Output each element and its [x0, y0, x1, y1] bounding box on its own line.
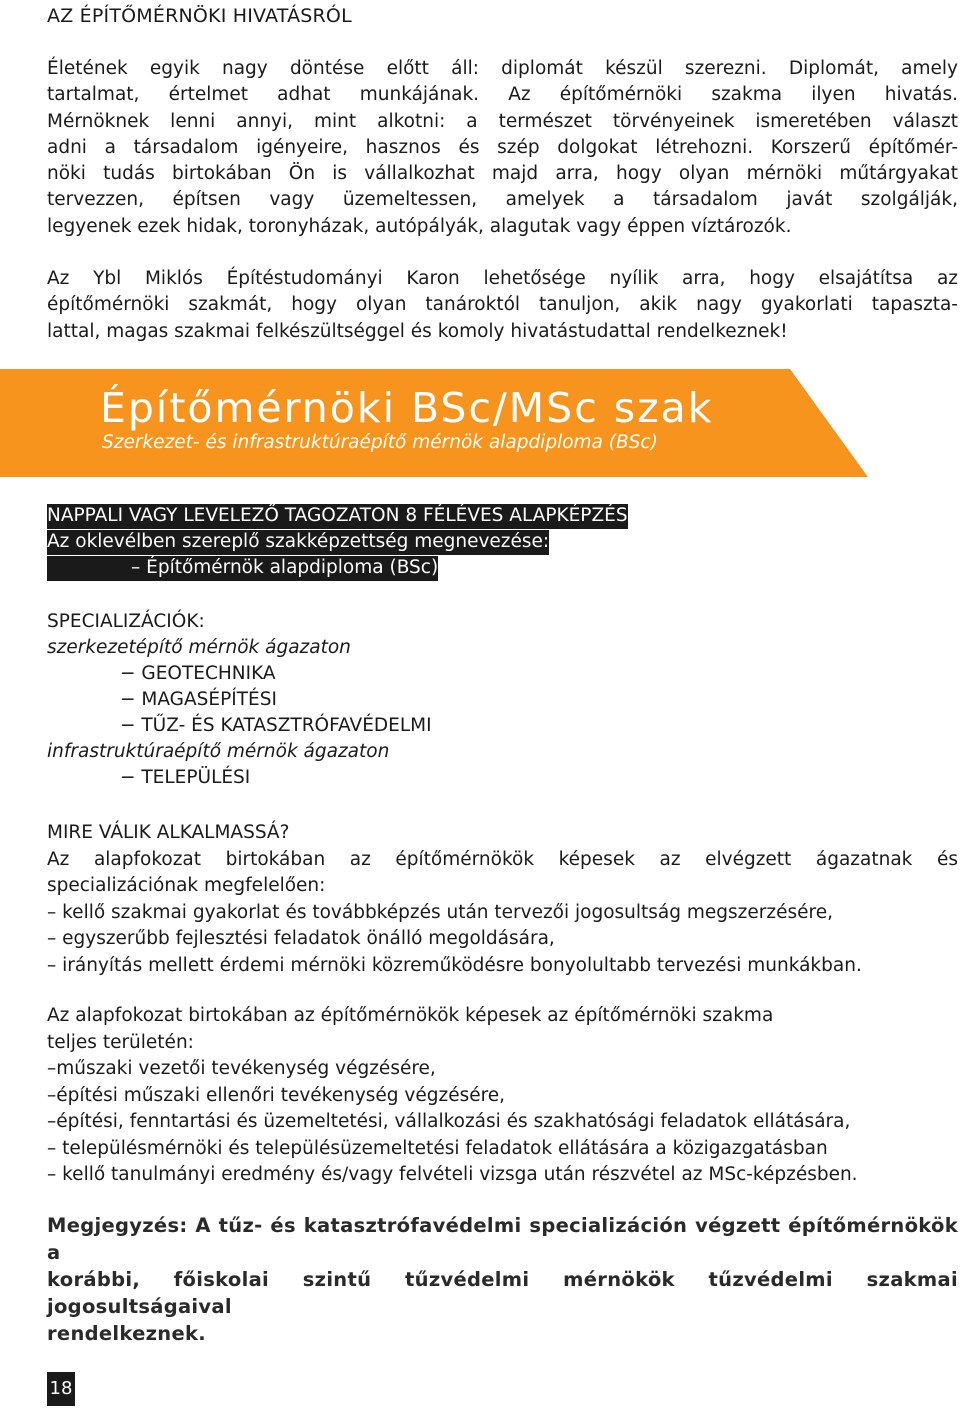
- intro-line: adni a társadalom igényeire, hasznos és szép dolgokat létrehozni. Korszerű építőmér-: [47, 136, 958, 158]
- degree-name: – Építőmérnök alapdiploma (BSc): [47, 556, 438, 581]
- list-item: –építési műszaki ellenőri tevékenység végzésére,: [47, 1084, 506, 1106]
- list-item: – kellő tanulmányi eredmény és/vagy felvételi vizsga után részvétel az MSc-képzésben.: [47, 1164, 858, 1185]
- banner-title: Építőmérnöki BSc/MSc szak: [100, 384, 714, 432]
- program-mode: NAPPALI VAGY LEVELEZŐ TAGOZATON 8 FÉLÉVES ALAPKÉPZÉS: [47, 504, 628, 529]
- intro-line: Életének egyik nagy döntése előtt áll: diplomát készül szerezni. Diplomát, amely: [47, 58, 958, 79]
- specialization-item: − GEOTECHNIKA: [120, 663, 276, 684]
- list-item: – településmérnöki és településüzemeltetési feladatok ellátására a közigazgatásban: [47, 1137, 828, 1159]
- specializations-section: [47, 609, 432, 791]
- note-paragraph: [47, 1212, 958, 1347]
- specialization-item: − MAGASÉPÍTÉSI: [120, 689, 277, 710]
- ybl-line: Az Ybl Miklós Építéstudományi Karon lehetősége nyílik arra, hogy elsajátítsa az: [47, 268, 958, 289]
- intro-line: legyenek ezek hidak, toronyházak, autópályák, alagutak vagy éppen víztározók.: [47, 215, 792, 237]
- fields-intro-line: Az alapfokozat birtokában az építőmérnökök képesek az építőmérnöki szakma: [47, 1005, 774, 1026]
- page-number: 18: [47, 1372, 75, 1406]
- list-item: –műszaki vezetői tevékenység végzésére,: [47, 1058, 436, 1079]
- note-line: rendelkeznek.: [47, 1322, 206, 1345]
- qualifies-section: [47, 820, 958, 979]
- list-item: – egyszerűbb fejlesztési feladatok önálló megoldására,: [47, 928, 555, 949]
- specialization-item: − TŰZ- ÉS KATASZTRÓFAVÉDELMI: [120, 715, 432, 736]
- note-line: Megjegyzés: A tűz- és katasztrófavédelmi specializáción végzett építőmérnökök a: [47, 1214, 958, 1264]
- qualifies-heading: MIRE VÁLIK ALKALMASSÁ?: [47, 822, 290, 843]
- list-item: – irányítás mellett érdemi mérnöki közreműködésre bonyolultabb tervezési munkákban.: [47, 954, 862, 976]
- list-item: – kellő szakmai gyakorlat és továbbképzés után tervezői jogosultság megszerzésére,: [47, 901, 833, 923]
- intro-line: tervezzen, építsen vagy üzemeltessen, amelyek a társadalom javát szolgálják,: [47, 189, 958, 211]
- fields-section: [47, 1003, 958, 1189]
- qualification-label: Az oklevélben szereplő szakképzettség megnevezése:: [47, 530, 549, 555]
- intro-line: Mérnöknek lenni annyi, mint alkotni: a természet törvényeinek ismeretében választ: [47, 110, 958, 132]
- ybl-paragraph: [47, 266, 958, 345]
- specialization-item: − TELEPÜLÉSI: [120, 767, 251, 788]
- intro-line: nöki tudás birtokában Ön is vállalkozhat majd arra, hogy olyan mérnöki műtárgyakat: [47, 163, 958, 185]
- qualifies-intro-line: specializációnak megfelelően:: [47, 875, 326, 896]
- banner-subtitle: Szerkezet- és infrastruktúraépítő mérnök alapdiploma (BSc): [102, 432, 658, 453]
- ybl-line: építőmérnöki szakmát, hogy olyan tanároktól tanuljon, akik nagy gyakorlati tapaszta-: [47, 294, 958, 316]
- intro-line: tartalmat, értelmet adhat munkájának. Az építőmérnöki szakma ilyen hivatás.: [47, 84, 958, 106]
- note-line: korábbi, főiskolai szintű tűzvédelmi mérnökök tűzvédelmi szakmai jogosultságaival: [47, 1268, 958, 1318]
- specializations-heading: SPECIALIZÁCIÓK:: [47, 611, 205, 632]
- branch-structural: szerkezetépítő mérnök ágazaton: [47, 637, 351, 658]
- ybl-line: lattal, magas szakmai felkészültséggel és komoly hivatástudattal rendelkeznek!: [47, 320, 788, 342]
- intro-paragraph: [47, 56, 958, 240]
- fields-intro-line: teljes területén:: [47, 1031, 194, 1053]
- list-item: –építési, fenntartási és üzemeltetési, vállalkozási és szakhatósági feladatok ellátására,: [47, 1111, 851, 1132]
- branch-infrastructure: infrastruktúraépítő mérnök ágazaton: [47, 741, 390, 762]
- qualifies-intro-line: Az alapfokozat birtokában az építőmérnökök képesek az elvégzett ágazatnak és: [47, 848, 958, 870]
- section-title: AZ ÉPÍTŐMÉRNÖKI HIVATÁSRÓL: [47, 5, 352, 27]
